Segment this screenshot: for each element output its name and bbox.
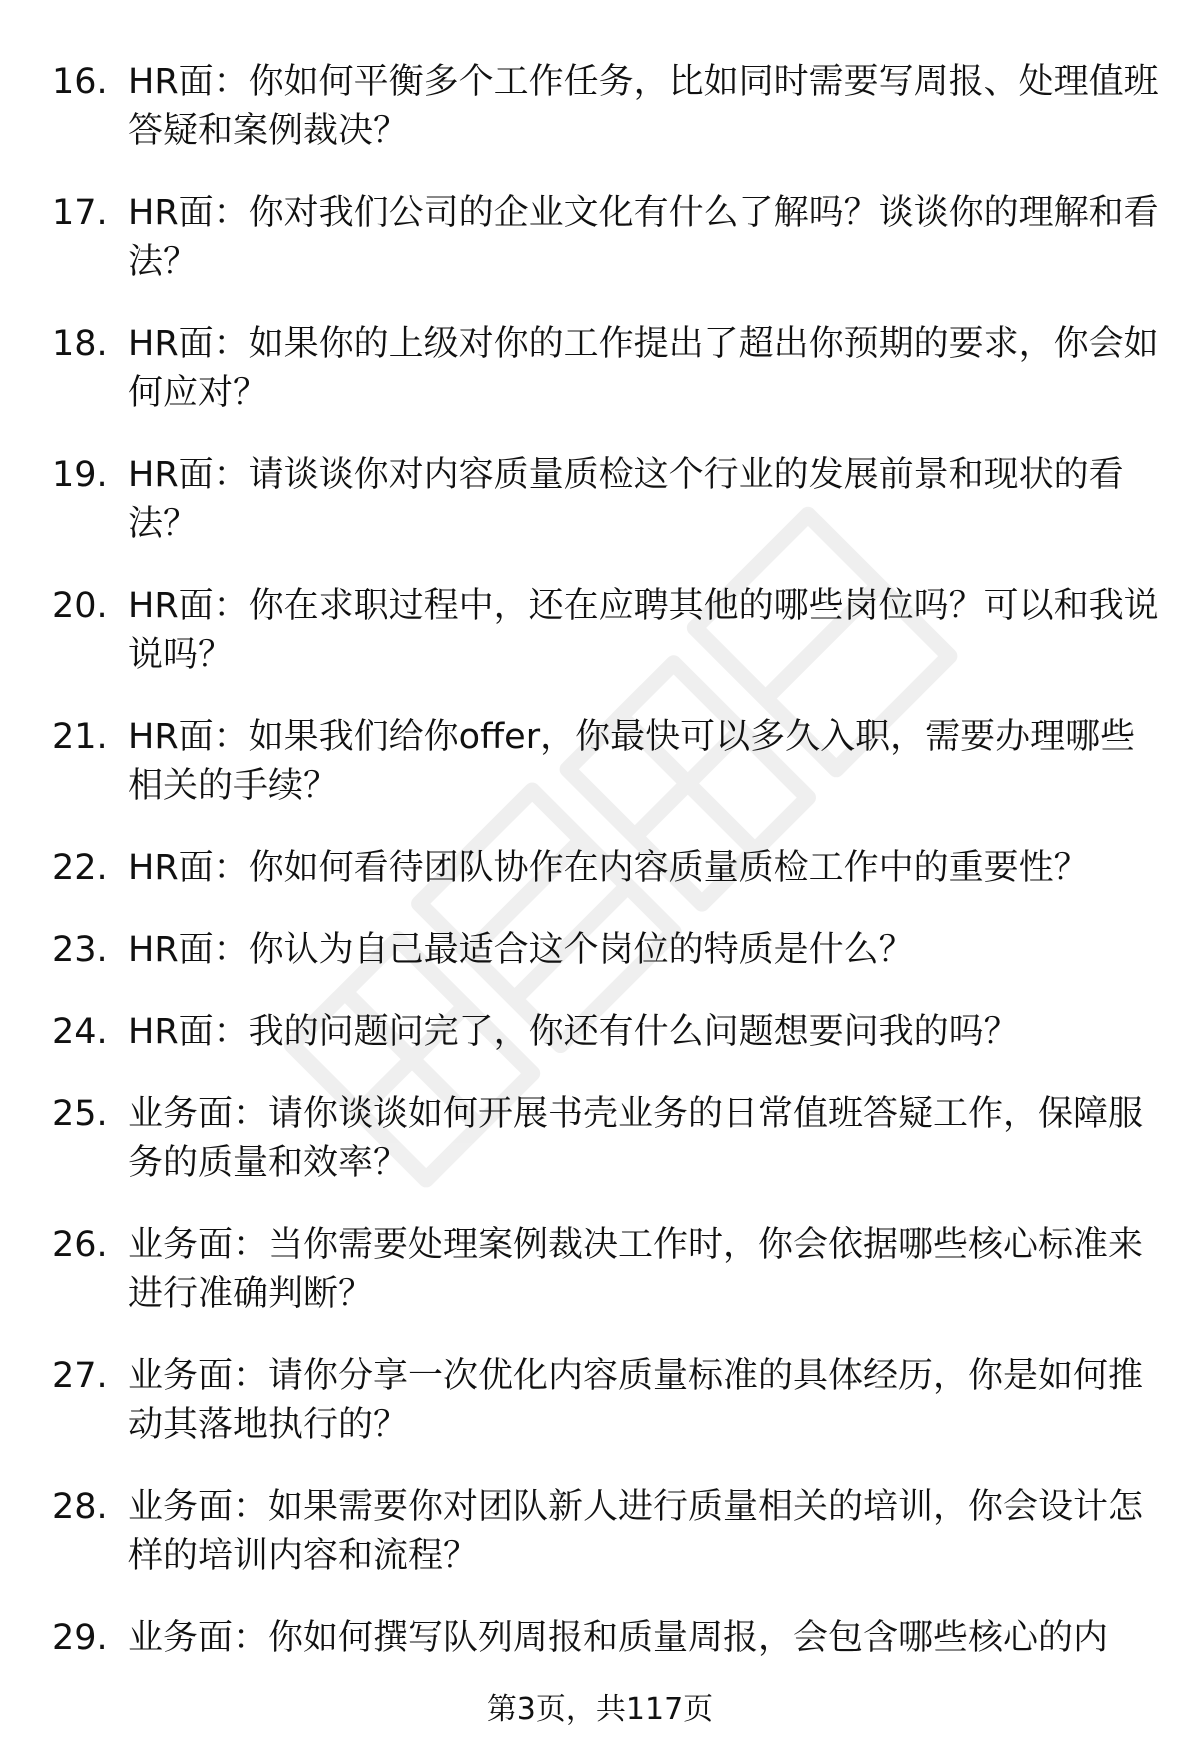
question-text: 业务面：如果需要你对团队新人进行质量相关的培训，你会设计怎样的培训内容和流程？ [128,1487,1144,1576]
question-item-27 [0,1352,1200,1483]
question-number: 28. [52,1487,108,1527]
question-number: 20. [52,586,108,626]
question-number: 25. [52,1094,108,1134]
question-text: HR面：如果我们给你offer，你最快可以多久入职，需要办理哪些相关的手续？ [128,717,1136,806]
question-text: 业务面：请你分享一次优化内容质量标准的具体经历，你是如何推动其落地执行的？ [128,1356,1144,1445]
question-item-28 [0,1483,1200,1614]
question-item-24 [0,1008,1200,1090]
question-item-22 [0,844,1200,926]
question-list [0,58,1200,1696]
question-text: HR面：如果你的上级对你的工作提出了超出你预期的要求，你会如何应对？ [128,324,1159,413]
question-number: 16. [52,62,108,102]
question-item-18 [0,320,1200,451]
question-number: 29. [52,1618,108,1658]
question-number: 19. [52,455,108,495]
question-text: HR面：你如何看待团队协作在内容质量质检工作中的重要性？ [128,848,1089,888]
question-number: 18. [52,324,108,364]
question-text: HR面：请谈谈你对内容质量质检这个行业的发展前景和现状的看法？ [128,455,1124,544]
question-number: 27. [52,1356,108,1396]
question-item-19 [0,451,1200,582]
question-text: HR面：你在求职过程中，还在应聘其他的哪些岗位吗？可以和我说说吗？ [128,586,1159,675]
question-item-29 [0,1614,1200,1696]
question-number: 17. [52,193,108,233]
question-item-20 [0,582,1200,713]
question-number: 24. [52,1012,108,1052]
question-text: HR面：你对我们公司的企业文化有什么了解吗？谈谈你的理解和看法？ [128,193,1159,282]
question-number: 21. [52,717,108,757]
question-text: HR面：你认为自己最适合这个岗位的特质是什么？ [128,930,914,970]
question-number: 22. [52,848,108,888]
question-number: 23. [52,930,108,970]
question-text: 业务面：你如何撰写队列周报和质量周报，会包含哪些核心的内 [128,1618,1109,1658]
page-footer [0,1690,1200,1730]
question-text: 业务面：当你需要处理案例裁决工作时，你会依据哪些核心标准来进行准确判断？ [128,1225,1144,1314]
question-number: 26. [52,1225,108,1265]
question-text: HR面：你如何平衡多个工作任务，比如同时需要写周报、处理值班答疑和案例裁决？ [128,62,1159,151]
question-item-23 [0,926,1200,1008]
question-item-25 [0,1090,1200,1221]
question-item-16 [0,58,1200,189]
page-number-label: 第3页，共117页 [486,1692,714,1727]
question-item-26 [0,1221,1200,1352]
question-text: HR面：我的问题问完了，你还有什么问题想要问我的吗？ [128,1012,1019,1052]
question-item-17 [0,189,1200,320]
question-text: 业务面：请你谈谈如何开展书壳业务的日常值班答疑工作，保障服务的质量和效率？ [128,1094,1144,1183]
question-item-21 [0,713,1200,844]
